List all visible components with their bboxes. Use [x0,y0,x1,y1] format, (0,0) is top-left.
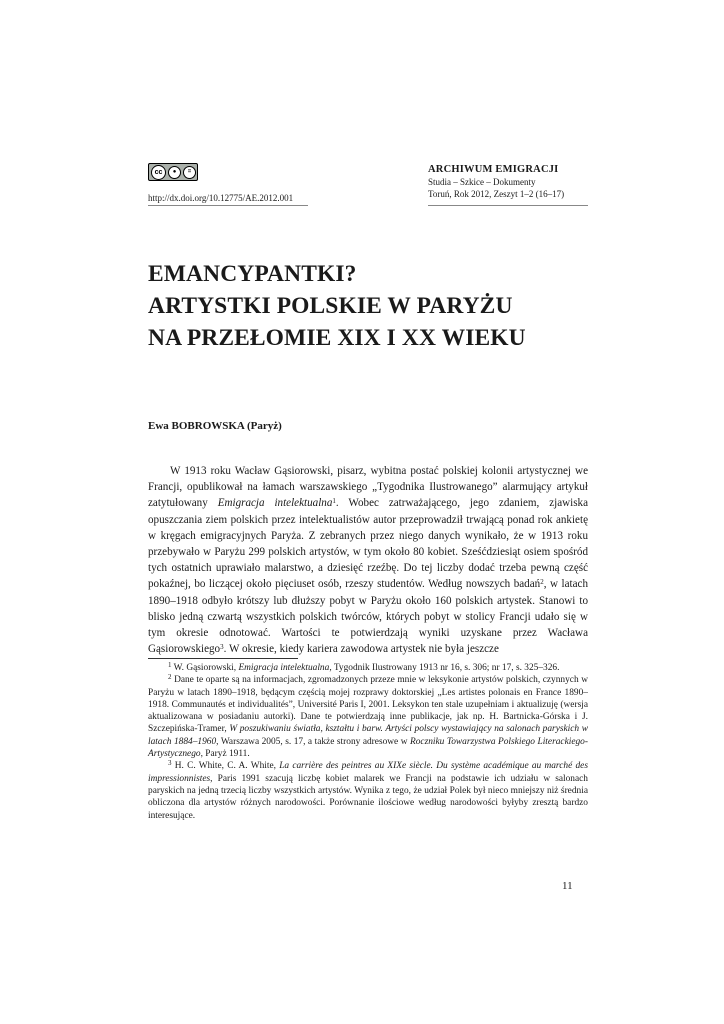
footnote-ref[interactable]: 2 [540,578,544,587]
title-line: ARTYSTKI POLSKIE W PARYŻU [148,293,513,319]
attribution-icon: ● [168,166,181,179]
no-derivatives-icon: = [183,166,196,179]
journal-issue: Toruń, Rok 2012, Zeszyt 1–2 (16–17) [428,189,565,199]
article-author: Ewa BOBROWSKA (Paryż) [148,420,282,432]
footnote-number: 2 [168,673,172,682]
page-number: 11 [562,880,573,892]
journal-subtitle: Studia – Szkice – Dokumenty [428,177,536,187]
title-line: NA PRZEŁOMIE XIX I XX WIEKU [148,325,526,351]
footnote: $^1$ W. Gąsiorowski, Emigracja intelektualna, Tygodnik Ilustrowany 1913 nr 16, s. 306; nr 17, s. 325–326. [168,661,560,673]
header-rule-left [148,205,308,206]
footnote-ref[interactable]: 1 [332,497,336,506]
journal-info [428,164,588,200]
article-body [148,463,588,657]
body-paragraph: W 1913 roku Wacław Gąsiorowski, pisarz, wybitna postać polskiej kolonii artystycznej we Francji, opublikował na łamach warszawskiego „Tygodnika Ilustrowanego” alarmujący artykuł zatytułowany Emigracja intelektualna$^1$. Wobec zatrważającego, jego zdaniem, zjawiska opuszczania ziem polskich przez intelektualistów autor przeprowadził trwającą ponad rok ankietę w kręgach emigracyjnych Paryża. Z zebranych przez niego danych wynikało, że w 1913 roku przebywało w Paryżu 299 polskich artystów, w tym około 80 kobiet. Sześćdziesiąt osiem spośród tych ostatnich uprawiało malarstwo, a dziesięć rzeźbę. Do tej liczby dodać trzeba pewną część pokaźnej, bo liczącej około pięciuset osób, rzeszy studentów. Według nowszych badań$^2$, w latach 1890–1918 odbyło krótszy lub dłuższy pobyt w Paryżu około 160 polskich artystek. Stanowi to blisko jedną czwartą wszystkich polskich twórców, których pobyt w stolicy Francji udało się w tym okresie odnotować. Wartości te potwierdzają wyniki uzyskane przez Wacława Gąsiorowskiego$^3$. W okresie, kiedy kariera zawodowa artystek nie była jeszcze [148,465,589,656]
doi-link[interactable]: http://dx.doi.org/10.12775/AE.2012.001 [148,193,294,203]
cited-title: Emigracja intelektualna [217,497,333,510]
footnote: $^2$ Dane te oparte są na informacjach, zgromadzonych przeze mnie w leksykonie artystów polskich, czynnych w Paryżu w latach 1890–1918, będącym częścią mojej rozprawy doktorskiej „Les artistes polonais en France 1890–1918. Communautés et individualités”, Université Paris I, 2001. Leksykon ten stale uzupełniam i aktualizuję (wersja aktualizowana w posiadaniu autorki). Dane te potwierdzają inne publikacje, jak np. H. Bartnicka-Górska i J. Szczepińska-Tramer, W poszukiwaniu światła, kształtu i barw. Artyści polscy wystawiający na salonach paryskich w latach 1884–1960, Warszawa 2005, s. 17, a także strony adresowe w Roczniku Towarzystwa Polskiego Literackiego-Artystycznego, Paryż 1911. [148,673,588,760]
footnote-number: 1 [168,661,172,669]
article-title [148,258,588,354]
header-rule-right [428,205,588,206]
journal-name: ARCHIWUM EMIGRACJI [428,164,559,175]
footnote: $^3$ H. C. White, C. A. White, La carrière des peintres au XIXe siècle. Du système académique au marché des impressionnistes, Paris 1991 szacują liczbę kobiet malarek we Francji na podstawie ich udziału w salonach paryskich na jedną trzecią liczby wszystkich artystów. Wynika z tego, że udział Polek był nieco mniejszy niż średnia obliczona dla artystów różnych narodowości. Porównanie ilościowe według narodowości byłyby zresztą bardzo interesujące. [148,759,588,821]
footnotes [148,662,588,822]
footnote-separator [148,658,298,659]
footnote-number: 3 [168,759,172,768]
creative-commons-icon: cc [151,165,166,180]
license-badge [148,163,198,181]
title-line: EMANCYPANTKI? [148,261,357,287]
footnote-ref[interactable]: 3 [220,643,224,652]
